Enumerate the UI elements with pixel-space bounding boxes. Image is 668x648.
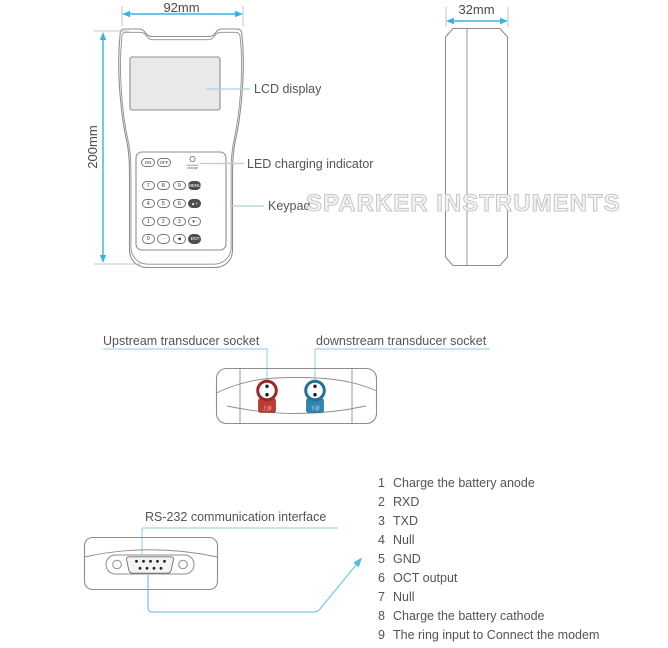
key-off: OFF	[157, 158, 171, 167]
key-2: 2	[157, 217, 170, 227]
pin-row: 5 GND	[378, 552, 421, 566]
charge-label: charge	[186, 165, 199, 170]
key-back: ◀	[173, 234, 186, 244]
lcd-display-label: LCD display	[254, 82, 322, 96]
led-indicator-label: LED charging indicator	[247, 156, 374, 171]
front-height-dimension: 200mm	[85, 125, 100, 169]
downstream-tab-label: 下游	[309, 406, 321, 412]
key-ent: ENT	[188, 234, 201, 244]
key-on: ON	[141, 158, 155, 167]
side-view-outline	[446, 29, 508, 266]
pin-row: 7 Null	[378, 590, 415, 604]
front-width-dimension: 92mm	[163, 0, 200, 15]
pin-row: 3 TXD	[378, 514, 418, 528]
pin-list	[374, 474, 599, 645]
front-view-outline	[119, 29, 244, 268]
pin-row: 1 Charge the battery anode	[378, 476, 535, 490]
rs232-label: RS-232 communication interface	[145, 509, 327, 524]
key-5: 5	[157, 199, 170, 209]
key-menu: MENU	[188, 181, 201, 191]
pin-row: 2 RXD	[378, 495, 420, 509]
upstream-tab-label: 上游	[261, 406, 273, 412]
key-dot: ·	[157, 234, 170, 244]
key-up: ▲+	[188, 199, 201, 209]
pin-row: 4 Null	[378, 533, 415, 547]
db9-screw-left	[113, 560, 122, 569]
db9-connector	[106, 555, 194, 574]
key-3: 3	[173, 217, 186, 227]
key-0: 0	[142, 234, 155, 244]
upstream-socket	[258, 381, 277, 412]
key-1: 1	[142, 217, 155, 227]
pin-row: 8 Charge the battery cathode	[378, 609, 545, 623]
watermark: SPARKER INSTRUMENTS	[306, 190, 621, 217]
downstream-socket	[306, 381, 325, 412]
lcd-display	[130, 57, 220, 110]
top-view-outline	[217, 369, 378, 424]
db9-screw-right	[179, 560, 188, 569]
pin-row: 6 OCT output	[378, 571, 458, 585]
key-7: 7	[142, 181, 155, 191]
key-4: 4	[142, 199, 155, 209]
key-8: 8	[157, 181, 170, 191]
side-width-dimension: 32mm	[458, 2, 495, 17]
downstream-socket-label: downstream transducer socket	[316, 333, 487, 348]
key-down: ▼-	[188, 217, 201, 227]
key-9: 9	[173, 181, 186, 191]
keypad-label: Keypad	[268, 199, 311, 213]
key-6: 6	[173, 199, 186, 209]
pin-row: 9 The ring input to Connect the modem	[378, 628, 600, 642]
upstream-socket-label: Upstream transducer socket	[103, 333, 260, 348]
